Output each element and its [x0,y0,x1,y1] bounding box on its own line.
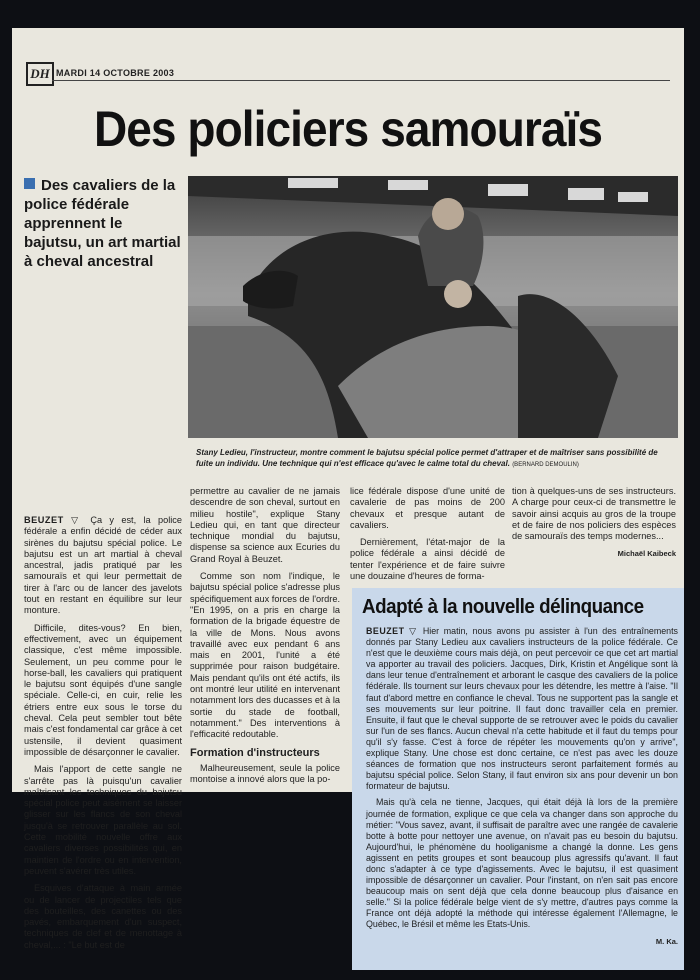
dateline: BEUZET [366,626,405,636]
newspaper-logo: DH [26,62,54,86]
paragraph: Malheureusement, seule la police montoise a innové alors que la po- [190,762,340,784]
paragraph: permettre au cavalier de ne jamais descendre de son cheval, surtout en milieu hostile", explique Stany Ledieu qui, en tant que directeur technique mondial du bajutsu, dispense sa science aux Ecuries du Grand Royal à Beuzet. [190,486,340,564]
paragraph: Difficile, dites-vous? En bien, effectivement, avec un équipement classique, c'est même impossible. Seulement, un peu comme pour le horse-ball, les cavaliers qui pratiquent le bajutsu sont équipés d'une sangle spéciale. Celle-ci, en cuir, relie les étriers entre eux sous le torse du cheval. Cela peut sembler tout bête mais c'est fondamental car grâce à cet ustensile, il devient quasiment impossible de désarçonner le cavalier. [24,622,182,757]
paragraph: BEUZET ▽ Ça y est, la police fédérale a enfin décidé de céder aux sirènes du bajutsu spécial police. Le bajutsu est un art martial à cheval ancestral, jadis pratiqué par les samouraïs et qui leur permettait de tirer à l'arc ou de lancer des javelots tout en restant en équilibre sur leur monture. [24,515,183,616]
masthead [12,62,684,86]
standfirst-text: Des cavaliers de la police fédérale apprennent le bajutsu, un art martial à cheval ancestral [24,177,181,270]
paragraph: Comme son nom l'indique, le bajutsu spécial police s'adresse plus spécifiquement aux forces de l'ordre. "En 1995, on a pris en charge la formation de la brigade équestre de la ville de Mons. Nous avons travaillé avec eux pendant 6 ans mais en 2001, l'unité a été supprimée pour raison budgétaire. Mais pendant qu'ils ont été actifs, ils ont montré leur utilité en intervenant notamment lors des ducasses et à la sortie du stade de football, notamment." Des interventions à l'efficacité redoutable. [190,571,340,740]
inset-title: Adapté à la nouvelle délinquance [362,596,644,618]
issue-date: MARDI 14 OCTOBRE 2003 [56,68,175,78]
standfirst [24,176,184,271]
masthead-rule [52,80,670,81]
paragraph: Esquives d'attaque à main armée ou de lancer de projectiles tels que des bouteilles, des canettes ou des pavés, embarquement d'un suspect, techniques de clef et de menottage à cheval,... : "Le but est de [24,883,182,950]
headline: Des policiers samouraïs [93,101,603,157]
column-1 [24,515,182,957]
paragraph: Mais qu'à cela ne tienne, Jacques, qui était déjà là lors de la première journée de formation, explique ce que cela va changer dans son approche du métier: "Vous savez, avant, il suffisait de paraître avec une rangée de cavalerie botte à botte pour nettoyer une avenue, on n'avait pas eu besoin du bajutsu. Aujourd'hui, le phénomène du hooliganisme a changé la donne. Les gens agissent en petits groupes et sont beaucoup plus agressifs qu'avant. Il faut donc s'adapter à ce type d'agissements. Avec le bajutsu, il est quasiment impossible de désarçonner un cavalier. Pour l'instant, on n'en sait pas encore beaucoup mais on sent déjà que cela donne beaucoup plus d'aisance en selle." Si la police fédérale belge vient de s'y mettre, d'autres pays comme la France ont déjà adopté la méthode qui intéresse également l'Allemagne, le Québec, le Brésil et même les Etats-Unis. [366,797,678,930]
column-2 [190,486,340,791]
column-3 [350,486,505,588]
paragraph: tion à quelques-uns de ses instructeurs. A charge pour ceux-ci de transmettre le savoir ainsi acquis au gros de la troupe et de faire de nos policiers des espèces de samouraïs des temps modernes... [512,486,676,542]
inset-content [352,588,684,970]
blue-square-icon [24,178,35,189]
subheading: Formation d'instructeurs [190,746,320,759]
paragraph: Dernièrement, l'état-major de la police fédérale a ainsi décidé de tenter l'expérience et de faire suivre une douzaine d'heures de forma- [350,537,505,582]
paragraph-text: Hier matin, nous avons pu assister à l'un des entraînements donnés par Stany Ledieu aux cavaliers instructeurs de la police fédérale. Ce n'est que le deuxième cours mais déjà, on peut percevoir ce que cet art martial va apporter au travail des policiers. Jacques, Dirk, Kristin et Angélique sont là dans leur tenue d'entraînement et arborant le casque des cavaliers de la police fédérale. Ils tournent sur leurs chevaux pour les détendre, les mettre à l'aise. "Il faut d'abord mettre en confiance le cheval. Tous ne supportent pas la sangle et ses mouvements sur leur poitrine. Il faut donc travailler cela en premier. Ensuite, il faut que le cheval supporte de se retrouver avec le poids du cavalier sur l'un de ses flancs. Aucun cheval n'a cette habitude et il faut du temps pour qu'il s'y fasse. C'est à force de répéter les mouvements qu'on y arrive", explique Stany. Une chose est donc certaine, ce n'est pas avec les douze séances de formation que nos instructeurs seront parfaitement formés au bajutsu spécial police. Selon Stany, il faut environ six ans pour devenir un bon formateur de bajutsu. [366,626,678,792]
author-signature: M. Ka. [655,936,678,946]
paragraph: BEUZET ▽ Hier matin, nous avons pu assister à l'un des entraînements donnés par Stany Ledieu aux cavaliers instructeurs de la police fédérale. Ce n'est que le deuxième cours mais déjà, on peut percevoir ce que cet art martial va apporter au travail des policiers. Jacques, Dirk, Kristin et Angélique sont là dans leur tenue d'entraînement et arborant le casque des cavaliers de la police fédérale. Ils tournent sur leurs chevaux pour les détendre, les mettre à l'aise. "Il faut d'abord mettre en confiance le cheval. Tous ne supportent pas la sangle et ses mouvements sur leur poitrine. Il faut donc travailler cela en premier. Ensuite, il faut que le cheval supporte de se retrouver avec le poids du cavalier sur l'un de ses flancs. Aucun cheval n'a cette habitude et il faut du temps pour qu'il s'y fasse. C'est à force de répéter les mouvements qu'on y arrive", explique Stany. Une chose est donc certaine, ce n'est pas avec les douze séances de formation que nos instructeurs seront parfaitement formés au bajutsu spécial police. Selon Stany, il faut environ six ans pour devenir un bon formateur de bajutsu. [366,626,678,792]
photo-credit: (BERNARD DEMOULIN) [512,462,579,468]
dateline: BEUZET [24,515,64,525]
paragraph: Mais l'apport de cette sangle ne s'arrête pas là puisqu'un cavalier maîtrisant les techniques du bajutsu spécial police peut aisément se laisser glisser sur les flancs de son cheval jusqu'à se retrouver parallèle au sol. Cette mobilité nouvelle offre aux cavaliers diverses possibilités qui, en maintien de l'ordre ou en intervention, peuvent s'avérer très utiles. [24,764,182,876]
photo-caption [196,447,676,471]
column-4 [512,486,676,560]
paragraph-text: Ça y est, la police fédérale a enfin décidé de céder aux sirènes du bajutsu spécial police. Le bajutsu est un art martial à cheval ancestral, jadis pratiqué par les samouraïs et qui leur permettait de tirer à l'arc ou de lancer des javelots tout en restant en équilibre sur leur monture. [24,515,183,616]
author-signature: Michaël Kaibeck [617,549,676,559]
inset-column [366,626,678,947]
paragraph: lice fédérale dispose d'une unité de cavalerie de pas moins de 200 chevaux et presque autant de cavaliers. [350,486,505,530]
article-photo [188,176,678,438]
caption-text: Stany Ledieu, l'instructeur, montre comment le bajutsu spécial police permet d'attraper et de maîtriser sans possibilité de fuite un individu. Une technique qui n'est efficace qu'avec le calme total du cheval. [196,448,658,468]
horse-training-photo [188,176,678,438]
